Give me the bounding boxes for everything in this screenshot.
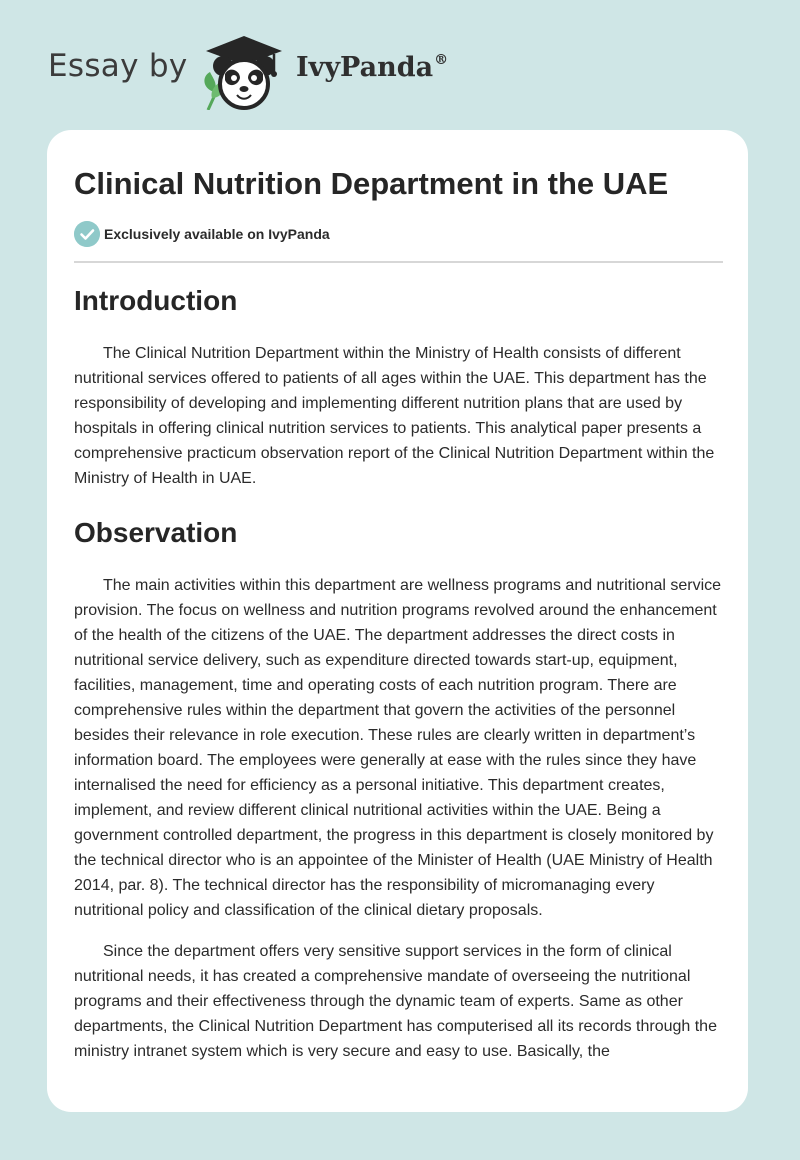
divider xyxy=(74,261,723,263)
article-body xyxy=(74,282,726,1064)
page-title: Clinical Nutrition Department in the UAE xyxy=(74,166,669,201)
essay-by-label: Essay by xyxy=(48,48,188,84)
paragraph: The main activities within this department are wellness programs and nutritional service provision. The focus on wellness and nutrition programs revolved around the enhancement of the health of the citizens of the UAE. The department addresses the direct costs in nutritional service delivery, such as expenditure directed towards start-up, equipment, facilities, management, time and operating costs of each nutrition program. There are comprehensive rules within the department that govern the activities of the personnel besides their relevance in role execution. These rules are clearly written in department’s information board. The employees were generally at ease with the rules since they have internalised the need for efficiency as a personal initiative. This department creates, implement, and review different clinical nutritional activities within the UAE. Being a government controlled department, the progress in this department is closely monitored by the technical director who is an appointee of the Minister of Health (UAE Ministry of Health 2014, par. 8). The technical director has the responsibility of micromanaging every nutritional policy and classification of the clinical dietary proposals. xyxy=(74,577,722,919)
registered-mark: ® xyxy=(434,52,449,68)
site-header xyxy=(0,0,800,130)
exclusive-badge-label: Exclusively available on IvyPanda xyxy=(104,226,330,242)
check-icon xyxy=(74,221,100,247)
section-heading-introduction: Introduction xyxy=(74,285,238,316)
article-card xyxy=(47,130,748,1112)
exclusive-badge xyxy=(74,221,330,247)
ivypanda-brand[interactable]: IvyPanda® xyxy=(296,52,449,83)
paragraph: The Clinical Nutrition Department within the Ministry of Health consists of different nutritional services offered to patients of all ages within the UAE. This department has the responsibility of developing and implementing different nutrition plans that are used by hospitals in offering clinical nutrition services to patients. This analytical paper presents a comprehensive practicum observation report of the Clinical Nutrition Department within the Ministry of Health in UAE. xyxy=(74,345,715,487)
paragraph: Since the department offers very sensitive support services in the form of clinical nutritional needs, it has created a comprehensive mandate of overseeing the nutritional programs and their effectiveness through the dynamic team of experts. Same as other departments, the Clinical Nutrition Department has computerised all its records through the ministry intranet system which is very secure and easy to use. Basically, the xyxy=(74,943,717,1060)
section-heading-observation: Observation xyxy=(74,517,238,548)
panda-logo-icon[interactable] xyxy=(196,30,292,110)
